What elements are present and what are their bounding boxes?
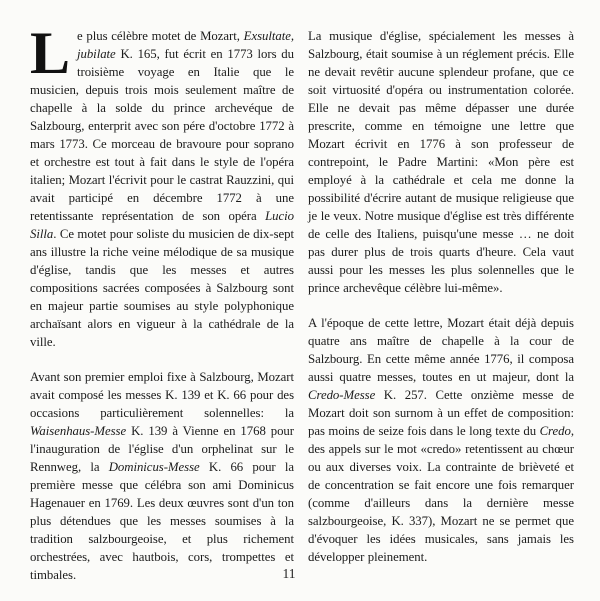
- paragraph-mozart-motet: [30, 20, 294, 351]
- paragraph-credo-messe: A l'époque de cette lettre, Mozart était déjà depuis quatre ans maître de chapelle à la cour de Salzbourg. En cette même année 1776, il composa aussi quatre messes, toutes en ut majeur, dont la Credo-Messe K. 257. Cette onzième messe de Mozart doit son surnom à un effet de composition: pas moins de seize fois dans le long texte du Credo, des appels sur le mot «credo» retentissent au chœur ou aux diverses voix. La contrainte de brièveté et de concentration se fait encore une fois remarquer (comme d'ailleurs dans la dernière messe salzbourgeoise, K. 337), Mozart ne se permet que d'évoquer les idées musicales, sans jamais les développer pleinement.: [308, 316, 574, 564]
- paragraph-church-music-rules: La musique d'église, spécialement les messes à Salzbourg, était soumise à un réglement précis. Elle ne devait revêtir aucune splendeur profane, que ce soit virtuosité d'opéra ou instrumentation colorée. Elle ne devait pas même dépasser une durée prescrite, comme en témoigne une lettre que Mozart écrivit en 1776 à son professeur de contrepoint, le Padre Martini: «Mon père est employé à la cathédrale et cela me donne la possibilité d'écrire autant de musique religieuse que je le veux. Notre musique d'église est très différente de celle des Italiens, puisqu'une messe … ne doit pas durer plus de trois quarts d'heure. Cela vaut aussi pour les messes les plus solennelles que le prince archevêque célèbre lui-même».: [308, 29, 574, 295]
- drop-cap: L: [30, 20, 70, 86]
- paragraph-text: e plus célèbre motet de Mozart, Exsultate, jubilate K. 165, fut écrit en 1773 lors du troisième voyage en Italie que le musicien, depuis trois mois seulement maître de chapelle à la solde du prince archevéque de Salzbourg, enterprit avec son pére d'octobre 1772 à mars 1773. Ce morceau de bravoure pour soprano et orchestre est tout à fait dans le style de l'opéra italien; Mozart l'écrivit pour le castrat Rauzzini, qui avait participé en décembre 1772 à une retentissante représentation de son opéra Lucio Silla. Ce motet pour soliste du musicien de dix-sept ans illustre la riche veine mélodique de sa musique d'église, tandis que les messes et autres compositions sacrées composées à Salzbourg sont en majeur partie soumises au style polyphonique archaïsant alors en vigueur à la cathédrale de la ville.: [30, 29, 294, 349]
- text-column-left: [30, 20, 294, 601]
- text-column-right: [308, 27, 574, 601]
- page-number: 11: [282, 566, 296, 581]
- two-column-text-layout: [30, 20, 574, 601]
- paragraph-early-masses: Avant son premier emploi fixe à Salzbourg, Mozart avait composé les messes K. 139 et K. 66 pour des occasions particulièrement solennelles: la Waisenhaus-Messe K. 139 à Vienne en 1768 pour l'inauguration de l'église d'un orphelinat sur le Rennweg, la Dominicus-Messe K. 66 pour la première messe que célébra son ami Dominicus Hagenauer en 1769. Les deux œuvres sont d'un ton plus détendues que les messes soumises à la tradition salzbourgeoise, et plus richement orchestrées, avec hautbois, cors, trompettes et timbales.: [30, 370, 294, 582]
